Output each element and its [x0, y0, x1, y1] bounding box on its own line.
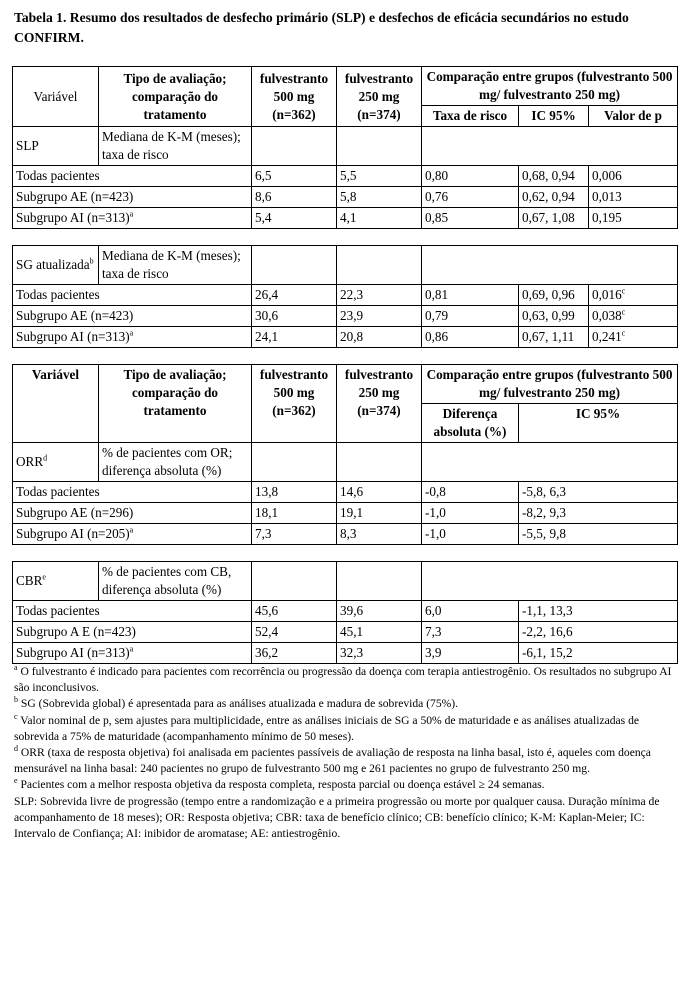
header-ic: IC 95%: [519, 106, 589, 127]
sg-row: [13, 327, 678, 348]
spacer-row: [13, 229, 678, 246]
value-250mg: 22,3: [337, 285, 422, 306]
value-250mg: 4,1: [337, 208, 422, 229]
value-500mg: 52,4: [252, 622, 337, 643]
ci-95: 0,63, 0,99: [519, 306, 589, 327]
header-variavel-2: Variável: [13, 365, 99, 443]
header-arm-500-2: fulvestranto 500 mg (n=362): [252, 365, 337, 443]
sg-row: [13, 285, 678, 306]
header-arm-500: fulvestranto 500 mg (n=362): [252, 67, 337, 127]
p-value: 0,013: [589, 187, 678, 208]
ci-95: -5,8, 6,3: [519, 482, 678, 503]
value-500mg: 6,5: [252, 166, 337, 187]
p-value: 0,195: [589, 208, 678, 229]
value-500mg: 36,2: [252, 643, 337, 664]
value-250mg: 5,8: [337, 187, 422, 208]
orr-label: ORR$^d$: [13, 443, 99, 482]
value-500mg: 24,1: [252, 327, 337, 348]
ci-95: 0,62, 0,94: [519, 187, 589, 208]
document-page: [12, 8, 677, 842]
value-500mg: 18,1: [252, 503, 337, 524]
orr-row: [13, 524, 678, 545]
slp-row: [13, 166, 678, 187]
slp-row: [13, 187, 678, 208]
ci-95: -1,1, 13,3: [519, 601, 678, 622]
hazard-ratio: 0,79: [422, 306, 519, 327]
row-name: Todas pacientes: [13, 482, 252, 503]
p-value: 0,006: [589, 166, 678, 187]
header-valor-p: Valor de p: [589, 106, 678, 127]
ci-95: -5,5, 9,8: [519, 524, 678, 545]
header-diferenca: Diferença absoluta (%): [422, 404, 519, 443]
hazard-ratio: 0,86: [422, 327, 519, 348]
header-arm-250-2: fulvestranto 250 mg (n=374): [337, 365, 422, 443]
value-250mg: 8,3: [337, 524, 422, 545]
sg-label: SG atualizada$^b$: [13, 246, 99, 285]
footnote: $^c$ Valor nominal de p, sem ajustes para multiplicidade, entre as análises iniciais de SG a 50% de maturidade e as análises atualizadas de sobrevida a 75% de maturidade (acompanhamento mínimo de 50 meses).: [14, 711, 640, 743]
header-variavel: Variável: [13, 67, 99, 127]
footnote: SLP: Sobrevida livre de progressão (tempo entre a randomização e a primeira progressão ou morte por qualquer causa. Duração mínima de acompanhamento de 18 meses); OR: Resposta objetiva; CBR: taxa de benefício clínico; CB: benefício clínico; K-M: Kaplan-Meier; IC: Intervalo de Confiança; AI: inibidor de aromatase; AE: antiestrogênio.: [14, 794, 660, 841]
ci-95: -6,1, 15,2: [519, 643, 678, 664]
value-500mg: 13,8: [252, 482, 337, 503]
value-500mg: 8,6: [252, 187, 337, 208]
value-250mg: 39,6: [337, 601, 422, 622]
ci-95: 0,69, 0,96: [519, 285, 589, 306]
absolute-difference: -1,0: [422, 524, 519, 545]
sg-desc: Mediana de K-M (meses); taxa de risco: [99, 246, 252, 285]
header-taxa-risco: Taxa de risco: [422, 106, 519, 127]
row-name: Subgrupo AE (n=296): [13, 503, 252, 524]
cbr-label: CBR$^e$: [13, 562, 99, 601]
value-250mg: 19,1: [337, 503, 422, 524]
hazard-ratio: 0,80: [422, 166, 519, 187]
hazard-ratio: 0,81: [422, 285, 519, 306]
absolute-difference: 7,3: [422, 622, 519, 643]
value-250mg: 14,6: [337, 482, 422, 503]
row-name: Subgrupo AE (n=423): [13, 306, 252, 327]
table-caption: [14, 8, 677, 48]
orr-desc: % de pacientes com OR; diferença absoluta (%): [99, 443, 252, 482]
value-250mg: 45,1: [337, 622, 422, 643]
cbr-row: [13, 643, 678, 664]
value-250mg: 20,8: [337, 327, 422, 348]
row-name: Subgrupo AI (n=313)$^a$: [13, 208, 252, 229]
value-250mg: 23,9: [337, 306, 422, 327]
slp-row: [13, 208, 678, 229]
p-value: 0,241$^c$: [589, 327, 678, 348]
cbr-row: [13, 622, 678, 643]
p-value: 0,016$^c$: [589, 285, 678, 306]
row-name: Subgrupo AI (n=313)$^a$: [13, 327, 252, 348]
footnote: $^a$ O fulvestranto é indicado para pacientes com recorrência ou progressão da doença com terapia antiestrogênio. Os resultados no subgrupo AI são inconclusivos.: [14, 663, 672, 695]
header-tipo: Tipo de avaliação; comparação do tratamento: [99, 67, 252, 127]
orr-row: [13, 482, 678, 503]
sg-section-row: [13, 246, 678, 285]
row-name: Subgrupo AI (n=205)$^a$: [13, 524, 252, 545]
results-table: [12, 66, 678, 664]
row-name: Todas pacientes: [13, 601, 252, 622]
orr-section-row: [13, 443, 678, 482]
ci-95: -2,2, 16,6: [519, 622, 678, 643]
row-name: Subgrupo A E (n=423): [13, 622, 252, 643]
footnote: $^e$ Pacientes com a melhor resposta objetiva da resposta completa, resposta parcial ou doença estável ≥ 24 semanas.: [14, 776, 545, 792]
row-name: Todas pacientes: [13, 285, 252, 306]
value-500mg: 5,4: [252, 208, 337, 229]
spacer-row: [13, 348, 678, 365]
value-500mg: 26,4: [252, 285, 337, 306]
header-arm-250: fulvestranto 250 mg (n=374): [337, 67, 422, 127]
header-ic-2: IC 95%: [519, 404, 678, 443]
slp-label: SLP: [13, 127, 99, 166]
header-tipo-2: Tipo de avaliação; comparação do tratamento: [99, 365, 252, 443]
header-comparacao-2: Comparação entre grupos (fulvestranto 500 mg/ fulvestranto 250 mg): [422, 365, 678, 404]
footnotes: [12, 664, 677, 842]
top-header-row: [13, 67, 678, 106]
value-500mg: 7,3: [252, 524, 337, 545]
footnote: $^d$ ORR (taxa de resposta objetiva) foi analisada em pacientes passíveis de avaliação de resposta na linha basal, isto é, aqueles com doença mensurável na linha basal: 240 pacientes no grupo de fulvestranto 500 mg e 261 pacientes no grupo de fulvestranto 250 mg.: [14, 744, 651, 776]
slp-section-row: [13, 127, 678, 166]
p-value: 0,038$^c$: [589, 306, 678, 327]
absolute-difference: 3,9: [422, 643, 519, 664]
orr-row: [13, 503, 678, 524]
ci-95: 0,68, 0,94: [519, 166, 589, 187]
row-name: Todas pacientes: [13, 166, 252, 187]
bottom-header-row: [13, 365, 678, 404]
spacer-row: [13, 545, 678, 562]
caption-prefix: Tabela 1.: [14, 10, 67, 25]
absolute-difference: 6,0: [422, 601, 519, 622]
value-250mg: 5,5: [337, 166, 422, 187]
ci-95: 0,67, 1,08: [519, 208, 589, 229]
cbr-desc: % de pacientes com CB, diferença absoluta (%): [99, 562, 252, 601]
sg-row: [13, 306, 678, 327]
hazard-ratio: 0,76: [422, 187, 519, 208]
cbr-row: [13, 601, 678, 622]
absolute-difference: -0,8: [422, 482, 519, 503]
cbr-section-row: [13, 562, 678, 601]
value-250mg: 32,3: [337, 643, 422, 664]
row-name: Subgrupo AI (n=313)$^a$: [13, 643, 252, 664]
hazard-ratio: 0,85: [422, 208, 519, 229]
slp-desc: Mediana de K-M (meses); taxa de risco: [99, 127, 252, 166]
absolute-difference: -1,0: [422, 503, 519, 524]
caption-text: Resumo dos resultados de desfecho primário (SLP) e desfechos de eficácia secundários no estudo CONFIRM.: [14, 10, 629, 45]
row-name: Subgrupo AE (n=423): [13, 187, 252, 208]
footnote: $^b$ SG (Sobrevida global) é apresentada para as análises atualizada e madura de sobrevida (75%).: [14, 695, 459, 711]
header-comparacao: Comparação entre grupos (fulvestranto 500 mg/ fulvestranto 250 mg): [422, 67, 678, 106]
value-500mg: 30,6: [252, 306, 337, 327]
value-500mg: 45,6: [252, 601, 337, 622]
ci-95: 0,67, 1,11: [519, 327, 589, 348]
ci-95: -8,2, 9,3: [519, 503, 678, 524]
